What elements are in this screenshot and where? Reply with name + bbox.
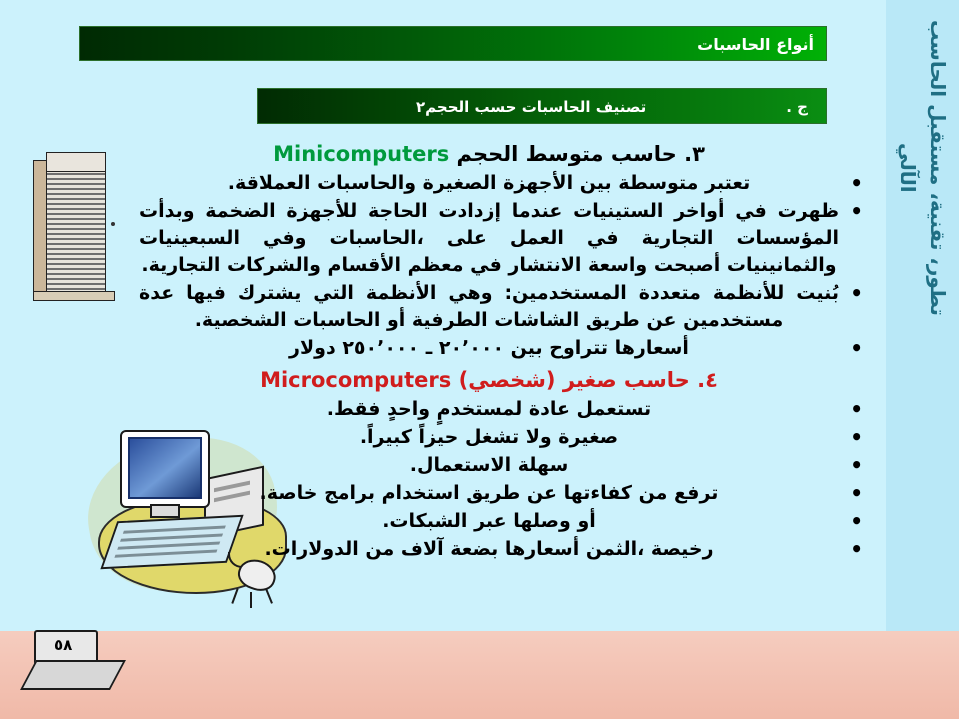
spark-line-icon [250, 592, 252, 608]
tower-side-panel [33, 160, 47, 292]
list-item: • رخيصة ،الثمن أسعارها بضعة آلاف من الدولارات. [109, 536, 869, 563]
page-number: ٥٨ [54, 636, 73, 654]
section-heading-microcomputers [109, 366, 869, 394]
slide-subtitle-marker: ج . [786, 98, 808, 116]
section-heading-microcomputers-en: Microcomputers [260, 368, 452, 392]
list-item: • ترفع من كفاءتها عن طريق استخدام برامج خاصة. [109, 480, 869, 507]
section-heading-minicomputers-en: Minicomputers [273, 142, 450, 166]
slide-title: أنواع الحاسبات [79, 26, 827, 61]
section-heading-minicomputers [109, 140, 869, 168]
list-item: • أسعارها تتراوح بين ٢٠٬٠٠٠ ـ ٢٥٠٬٠٠٠ دولار [109, 335, 869, 362]
keyboard-key-icon [28, 630, 124, 696]
list-item: • سهلة الاستعمال. [109, 452, 869, 479]
list-item: • تستعمل عادة لمستخدمٍ واحدٍ فقط. [109, 396, 869, 423]
section-heading-microcomputers-ar: ٤. حاسب صغير (شخصي) [458, 368, 718, 392]
minicomputer-tower-icon [33, 152, 119, 300]
list-item: • ظهرت في أواخر الستينيات عندما إزدادت الحاجة للأجهزة الضخمة وبدأت المؤسسات التجارية في العمل على ،الحاسبات وفي السبعينيات والثمانينيات أصبحت واسعة الانتشار في معظم الأقسام والشركات التجارية. [109, 198, 869, 279]
section-heading-minicomputers-ar: ٣. حاسب متوسط الحجم [456, 142, 705, 166]
spark-line-icon [231, 588, 238, 604]
tower-top-bay [46, 152, 106, 172]
list-item: • أو وصلها عبر الشبكات. [109, 508, 869, 535]
tower-front-panel [46, 152, 106, 292]
spark-line-icon [265, 588, 273, 604]
side-band-label: تطور، تقنية، مستقبل الحاسب الآلي [896, 20, 950, 316]
minicomputers-bullet-list [109, 170, 869, 362]
list-item: • تعتبر متوسطة بين الأجهزة الصغيرة والحاسبات العملاقة. [109, 170, 869, 197]
list-item: • صغيرة ولا تشغل حيزاً كبيراً. [109, 424, 869, 451]
slide-subtitle [257, 88, 827, 124]
microcomputers-bullet-list [109, 396, 869, 563]
list-item: • بُنيت للأنظمة متعددة المستخدمين: وهي الأنظمة التي يشترك فيها عدة مستخدمين عن طريق الشاشات الطرفية أو الحاسبات الشخصية. [109, 280, 869, 334]
side-band [886, 0, 959, 631]
slide-body [109, 140, 869, 564]
slide-subtitle-text: تصنيف الحاسبات حسب الحجم٢ [416, 98, 647, 116]
key-body [20, 660, 126, 690]
tower-base [33, 291, 115, 301]
